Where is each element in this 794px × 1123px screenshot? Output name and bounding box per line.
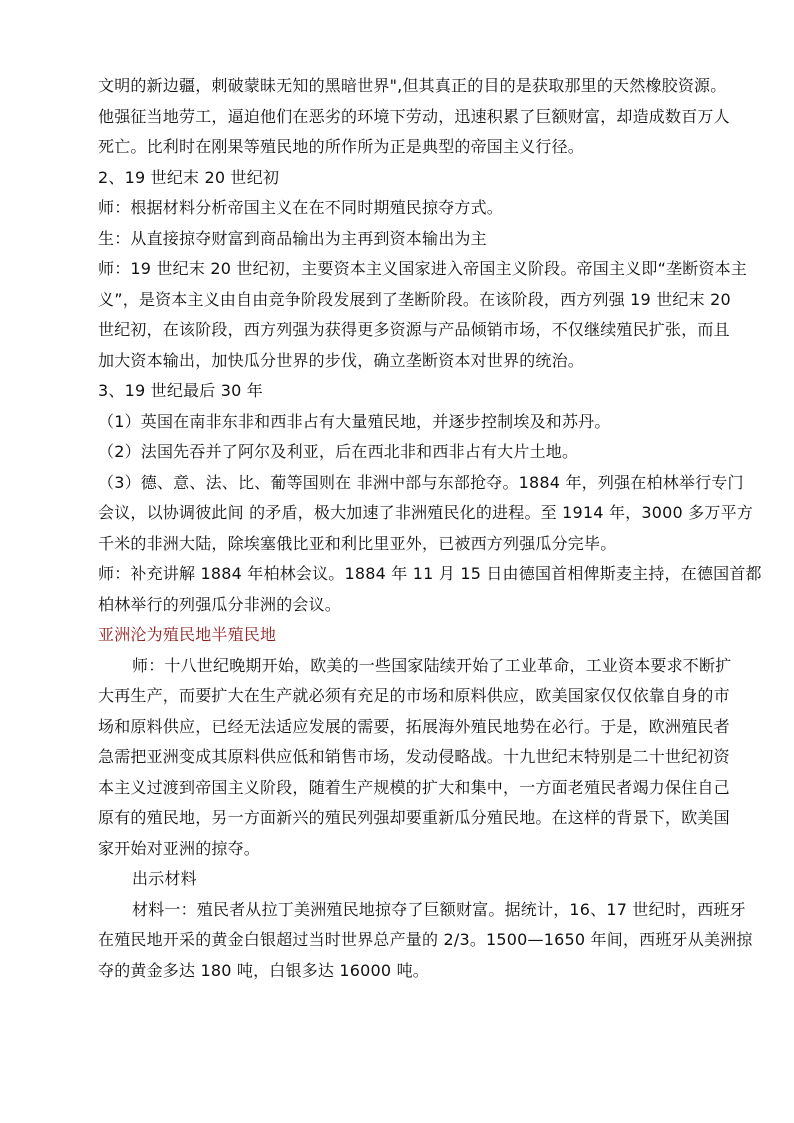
subsection-heading: 2、19 世纪末 20 世纪初 xyxy=(98,167,280,187)
paragraph-line: 本主义过渡到帝国主义阶段，随着生产规模的扩大和集中，一方面老殖民者竭力保住自己 xyxy=(98,777,730,797)
subsection-heading: 3、19 世纪最后 30 年 xyxy=(98,381,263,400)
paragraph-line: 原有的殖民地，另一方面新兴的殖民列强却要重新瓜分殖民地。在这样的背景下，欧美国 xyxy=(98,808,730,827)
paragraph-line: 会议，以协调彼此间 的矛盾，极大加速了非洲殖民化的进程。至 1914 年，3000 多万平方 xyxy=(98,503,753,522)
paragraph-line: 师：十八世纪晚期开始，欧美的一些国家陆续开始了工业革命，工业资本要求不断扩 xyxy=(132,655,732,675)
document-page xyxy=(98,71,762,986)
paragraph-line: 家开始对亚洲的掠夺。 xyxy=(98,838,261,858)
paragraph-line: 柏林举行的列强瓜分非洲的会议。 xyxy=(98,594,342,614)
paragraph-line: 急需把亚洲变成其原料供应低和销售市场，发动侵略战。十九世纪末特别是二十世纪初资 xyxy=(98,747,730,766)
paragraph-line: 场和原料供应，已经无法适应发展的需要，拓展海外殖民地势在必行。于是，欧洲殖民者 xyxy=(98,716,730,736)
paragraph-line: 千米的非洲大陆，除埃塞俄比亚和利比里亚外，已被西方列强瓜分完毕。 xyxy=(98,533,617,553)
list-item: （3）德、意、法、比、葡等国则在 非洲中部与东部抢夺。1884 年，列强在柏林举行专门 xyxy=(98,472,744,492)
list-item: （2）法国先吞并了阿尔及利亚，后在西北非和西非占有大片土地。 xyxy=(98,442,579,461)
section-heading: 亚洲沦为殖民地半殖民地 xyxy=(98,625,277,644)
paragraph-line: 他强征当地劳工，逼迫他们在恶劣的环境下劳动，迅速积累了巨额财富，却造成数百万人 xyxy=(98,106,730,126)
paragraph-line: 在殖民地开采的黄金白银超过当时世界总产量的 2/3。1500—1650 年间，西班牙从美洲掠 xyxy=(98,930,753,949)
paragraph-line: 生：从直接掠夺财富到商品输出为主再到资本输出为主 xyxy=(98,228,487,248)
paragraph-line: 夺的黄金多达 180 吨，白银多达 16000 吨。 xyxy=(98,960,429,980)
paragraph-line: 师：补充讲解 1884 年柏林会议。1884 年 11 月 15 日由德国首相俾斯麦主持，在德国首都 xyxy=(98,564,762,583)
paragraph-line: 加大资本输出，加快瓜分世界的步伐，确立垄断资本对世界的统治。 xyxy=(98,350,585,370)
paragraph-line: 师：根据材料分析帝国主义在在不同时期殖民掠夺方式。 xyxy=(98,198,504,217)
paragraph-line: 师：19 世纪末 20 世纪初，主要资本主义国家进入帝国主义阶段。帝国主义即“垄断资本主 xyxy=(98,259,748,278)
paragraph-line: 世纪初，在该阶段，西方列强为获得更多资源与产品倾销市场，不仅继续殖民扩张，而且 xyxy=(98,320,730,339)
paragraph-line: 大再生产，而要扩大在生产就必须有充足的市场和原料供应，欧美国家仅仅依靠自身的市 xyxy=(98,686,730,705)
list-item: （1）英国在南非东非和西非占有大量殖民地，并逐步控制埃及和苏丹。 xyxy=(98,411,611,431)
paragraph-line: 死亡。比利时在刚果等殖民地的所作所为正是典型的帝国主义行径。 xyxy=(98,137,585,156)
paragraph-line: 义”，是资本主义由自由竞争阶段发展到了垄断阶段。在该阶段，西方列强 19 世纪末 20 xyxy=(98,289,731,309)
paragraph-line: 材料一：殖民者从拉丁美洲殖民地掠夺了巨额财富。据统计，16、17 世纪时，西班牙 xyxy=(132,899,746,919)
material-label: 出示材料 xyxy=(132,869,197,888)
paragraph-line: 文明的新边疆，刺破蒙昧无知的黑暗世界",但其真正的目的是获取那里的天然橡胶资源。 xyxy=(98,76,727,95)
